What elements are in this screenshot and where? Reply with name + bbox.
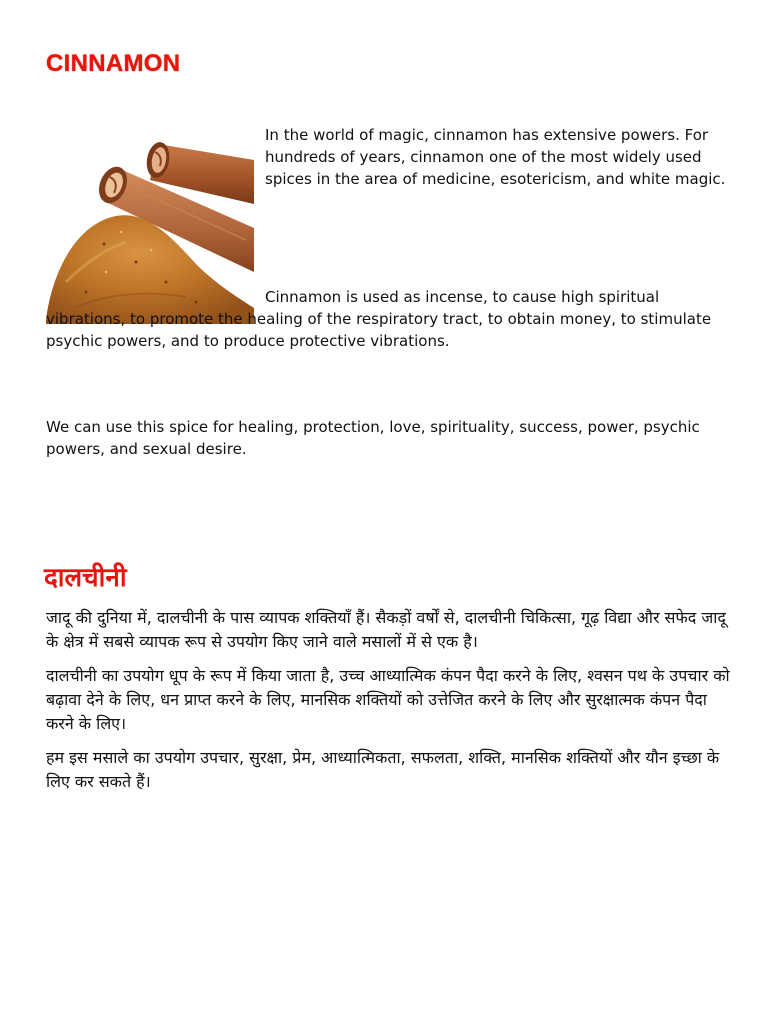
hindi-paragraph-3: हम इस मसाले का उपयोग उपचार, सुरक्षा, प्रेम, आध्यात्मिकता, सफलता, शक्ति, मानसिक शक्तियों और यौन इच्छा के लिए कर सकते हैं। xyxy=(46,748,720,791)
hindi-paragraph-1: जादू की दुनिया में, दालचीनी के पास व्यापक शक्तियाँ हैं। सैकड़ों वर्षों से, दालचीनी चिकित्सा, गूढ़ विद्या और सफेद जादू के क्षेत्र में सबसे व्यापक रूप से उपयोग किए जाने वाले मसालों में से एक है। xyxy=(46,608,726,651)
english-title: CINNAMON xyxy=(46,50,181,77)
english-paragraph-3: We can use this spice for healing, protection, love, spirituality, success, power, psychic powers, and sexual desire. xyxy=(46,418,700,458)
english-paragraph-1: In the world of magic, cinnamon has extensive powers. For hundreds of years, cinnamon one of the most widely used spices in the area of medicine, esotericism, and white magic. xyxy=(265,126,726,188)
hindi-paragraph-2: दालचीनी का उपयोग धूप के रूप में किया जाता है, उच्च आध्यात्मिक कंपन पैदा करने के लिए, श्वसन पथ के उपचार को बढ़ावा देने के लिए, धन प्राप्त करने के लिए, मानसिक शक्तियों को उत्तेजित करने के लिए और सुरक्षात्मक कंपन पैदा करने के लिए। xyxy=(46,666,730,733)
english-paragraph-2: Cinnamon is used as incense, to cause high spiritual vibrations, to promote the healing of the respiratory tract, to obtain money, to stimulate psychic powers, and to produce protective vibrations. xyxy=(46,288,712,350)
hindi-title: दालचीनी xyxy=(44,563,127,593)
